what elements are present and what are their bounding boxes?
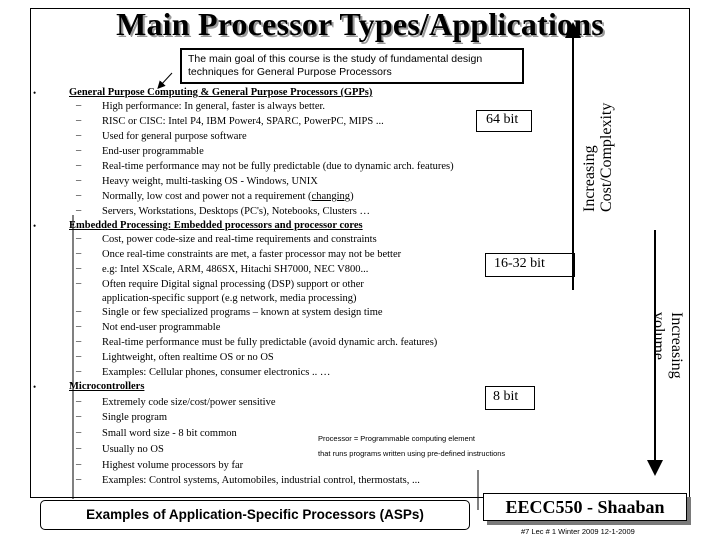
gpp-item-1: High performance: In general, faster is always better. [102,101,326,112]
bits-64-label: 64 bit [486,112,519,127]
emb-dash-9: – [76,366,82,377]
gpp-dash-2: – [76,115,82,126]
mc-item-1: Extremely code size/cost/power sensitive [102,397,276,408]
emb-item-4: Often require Digital signal processing (DSP) support or other [102,279,364,290]
emb-item-2: Once real-time constraints are met, a faster processor may not be better [102,249,402,260]
bits-8-label: 8 bit [493,389,519,404]
mc-dash-4: – [76,443,82,454]
emb-item-9: Examples: Cellular phones, consumer electronics .. … [102,367,331,378]
gpp-item-4: End-user programmable [102,146,204,157]
emb-dash-8: – [76,351,82,362]
processor-definition-line-2: that runs programs written using pre-defined instructions [318,449,506,458]
mc-dash-5: – [76,459,82,470]
cost-complexity-label [581,103,615,212]
course-goal-line-2: techniques for General Purpose Processors [188,66,392,78]
emb-item-5: Single or few specialized programs – known at system design time [102,307,383,318]
emb-dash-1: – [76,233,82,244]
course-goal-line-1: The main goal of this course is the study of fundamental design [188,53,483,65]
emb-dash-4: – [76,278,82,289]
mc-item-3: Small word size - 8 bit common [102,428,237,439]
embedded-heading: Embedded Processing: Embedded processors and processor cores [69,220,363,231]
bullet-gpp: • [33,88,37,98]
micro-heading: Microcontrollers [69,381,145,392]
emb-item-1: Cost, power code-size and real-time requirements and constraints [102,234,377,245]
emb-item-8: Lightweight, often realtime OS or no OS [102,352,274,363]
page-title: Main Processor Types/Applications [116,6,604,42]
emb-dash-3: – [76,263,82,274]
gpp-dash-8: – [76,205,82,216]
mc-dash-6: – [76,474,82,485]
emb-dash-5: – [76,306,82,317]
mc-item-2: Single program [102,412,168,423]
volume-label [649,312,685,379]
course-badge: EECC550 - Shaaban [483,493,687,521]
cost-label-line-2: Cost/Complexity [598,102,615,212]
slide-footer: #7 Lec # 1 Winter 2009 12-1-2009 [521,527,635,536]
bullet-embedded: • [33,221,37,231]
goal-callout-arrow [160,73,172,86]
mc-dash-2: – [76,411,82,422]
emb-item-4-continuation: application-specific support (e.g network, media processing) [102,293,357,304]
gpp-dash-7: – [76,190,82,201]
volume-label-line-2: volume [650,312,667,360]
gpp-item-3: Used for general purpose software [102,131,247,142]
gpp-item-5: Real-time performance may not be fully predictable (due to dynamic arch. features) [102,161,454,172]
mc-item-4: Usually no OS [102,444,164,455]
bullet-micro: • [33,382,37,392]
gpp-item-6: Heavy weight, multi-tasking OS - Windows, UNIX [102,176,318,187]
emb-dash-7: – [76,336,82,347]
volume-label-line-1: Increasing [668,312,685,379]
mc-item-6: Examples: Control systems, Automobiles, industrial control, thermostats, ... [102,475,420,486]
emb-item-3: e.g: Intel XScale, ARM, 486SX, Hitachi SH7000, NEC V800... [102,264,369,275]
asp-box: Examples of Application-Specific Processors (ASPs) [40,500,470,530]
mc-dash-1: – [76,396,82,407]
processor-definition [318,431,505,461]
cost-label-line-1: Increasing [581,145,598,212]
gpp-dash-4: – [76,145,82,156]
emb-item-6: Not end-user programmable [102,322,221,333]
gpp-item-7: Normally, low cost and power not a requirement (changing) [102,191,354,202]
emb-item-7: Real-time performance must be fully predictable (avoid dynamic arch. features) [102,337,438,348]
emb-dash-6: – [76,321,82,332]
gpp-dash-6: – [76,175,82,186]
mc-dash-3: – [76,427,82,438]
bits-16-32-label: 16-32 bit [494,256,545,271]
gpp-heading: General Purpose Computing & General Purpose Processors (GPPs) [69,87,373,98]
gpp-dash-5: – [76,160,82,171]
changing-word: changing [311,191,351,202]
gpp-dash-1: – [76,100,82,111]
emb-dash-2: – [76,248,82,259]
gpp-dash-3: – [76,130,82,141]
processor-definition-line-1: Processor = Programmable computing element [318,434,475,443]
gpp-item-2: RISC or CISC: Intel P4, IBM Power4, SPARC, PowerPC, MIPS ... [102,116,384,127]
mc-item-5: Highest volume processors by far [102,460,244,471]
gpp-item-8: Servers, Workstations, Desktops (PC's), Notebooks, Clusters … [102,206,371,217]
